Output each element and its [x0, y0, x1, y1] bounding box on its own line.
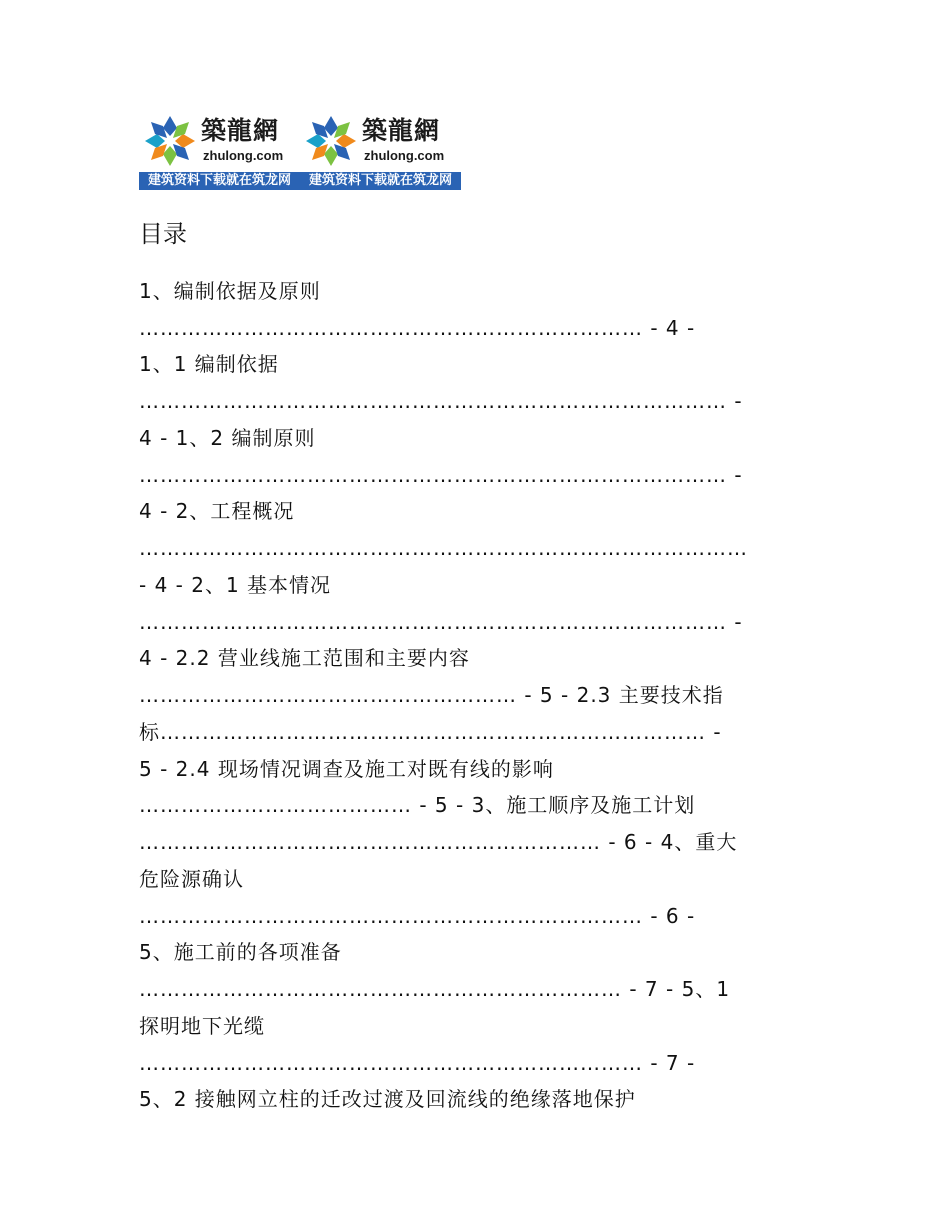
toc-line: 4 - 1、2 编制原则 [139, 426, 316, 450]
toc-line: - 4 - 2、1 基本情况 [139, 573, 332, 597]
logo-domain: zhulong.com [203, 148, 284, 163]
toc-line: ………………………………………………………………………… - [139, 610, 743, 634]
logo-unit-1 [139, 110, 300, 172]
logo-slogan-strip [139, 172, 461, 190]
zhulong-emblem-icon [143, 114, 197, 168]
toc-line: ………………………………………………………………………… - [139, 389, 743, 413]
toc-line: 危险源确认 [139, 867, 244, 891]
toc-line: 5、施工前的各项准备 [139, 940, 342, 964]
toc-line: 1、编制依据及原则 [139, 279, 321, 303]
toc-line: ………………………………… - 5 - 3、施工顺序及施工计划 [139, 793, 696, 817]
logo-slogan: 建筑资料下载就在筑龙网 [308, 173, 452, 188]
logo-domain: zhulong.com [364, 148, 445, 163]
toc-line: 5、2 接触网立柱的迁改过渡及回流线的绝缘落地保护 [139, 1087, 636, 1111]
toc-line: ………………………………………………………… - 6 - 4、重大 [139, 830, 738, 854]
toc-line: ……………………………………………………………… - 7 - [139, 1051, 696, 1075]
toc-title: 目录 [139, 220, 187, 248]
zhulong-logo-banner [139, 110, 461, 190]
toc-line: ………………………………………………………………………… - [139, 463, 743, 487]
toc-line: 4 - 2、工程概况 [139, 499, 295, 523]
logo-name-cn: 築龍網 [362, 116, 441, 145]
logo-unit-2 [300, 110, 461, 172]
toc-line: 探明地下光缆 [139, 1014, 265, 1038]
toc-line: 5 - 2.4 现场情况调查及施工对既有线的影响 [139, 757, 554, 781]
toc-line: 1、1 编制依据 [139, 352, 279, 376]
logo-name-cn: 築龍網 [201, 116, 280, 145]
toc-line: ……………………………………………………………… - 6 - [139, 904, 696, 928]
toc-line: …………………………………………………………………………… [139, 536, 748, 560]
toc-line: …………………………………………………………… - 7 - 5、1 [139, 977, 731, 1001]
toc-line: 标…………………………………………………………………… - [139, 720, 722, 744]
toc-line: 4 - 2.2 营业线施工范围和主要内容 [139, 646, 470, 670]
logo-slogan: 建筑资料下载就在筑龙网 [147, 173, 291, 188]
zhulong-emblem-icon [304, 114, 358, 168]
toc-line: ……………………………………………… - 5 - 2.3 主要技术指 [139, 683, 724, 707]
toc-line: ……………………………………………………………… - 4 - [139, 316, 696, 340]
